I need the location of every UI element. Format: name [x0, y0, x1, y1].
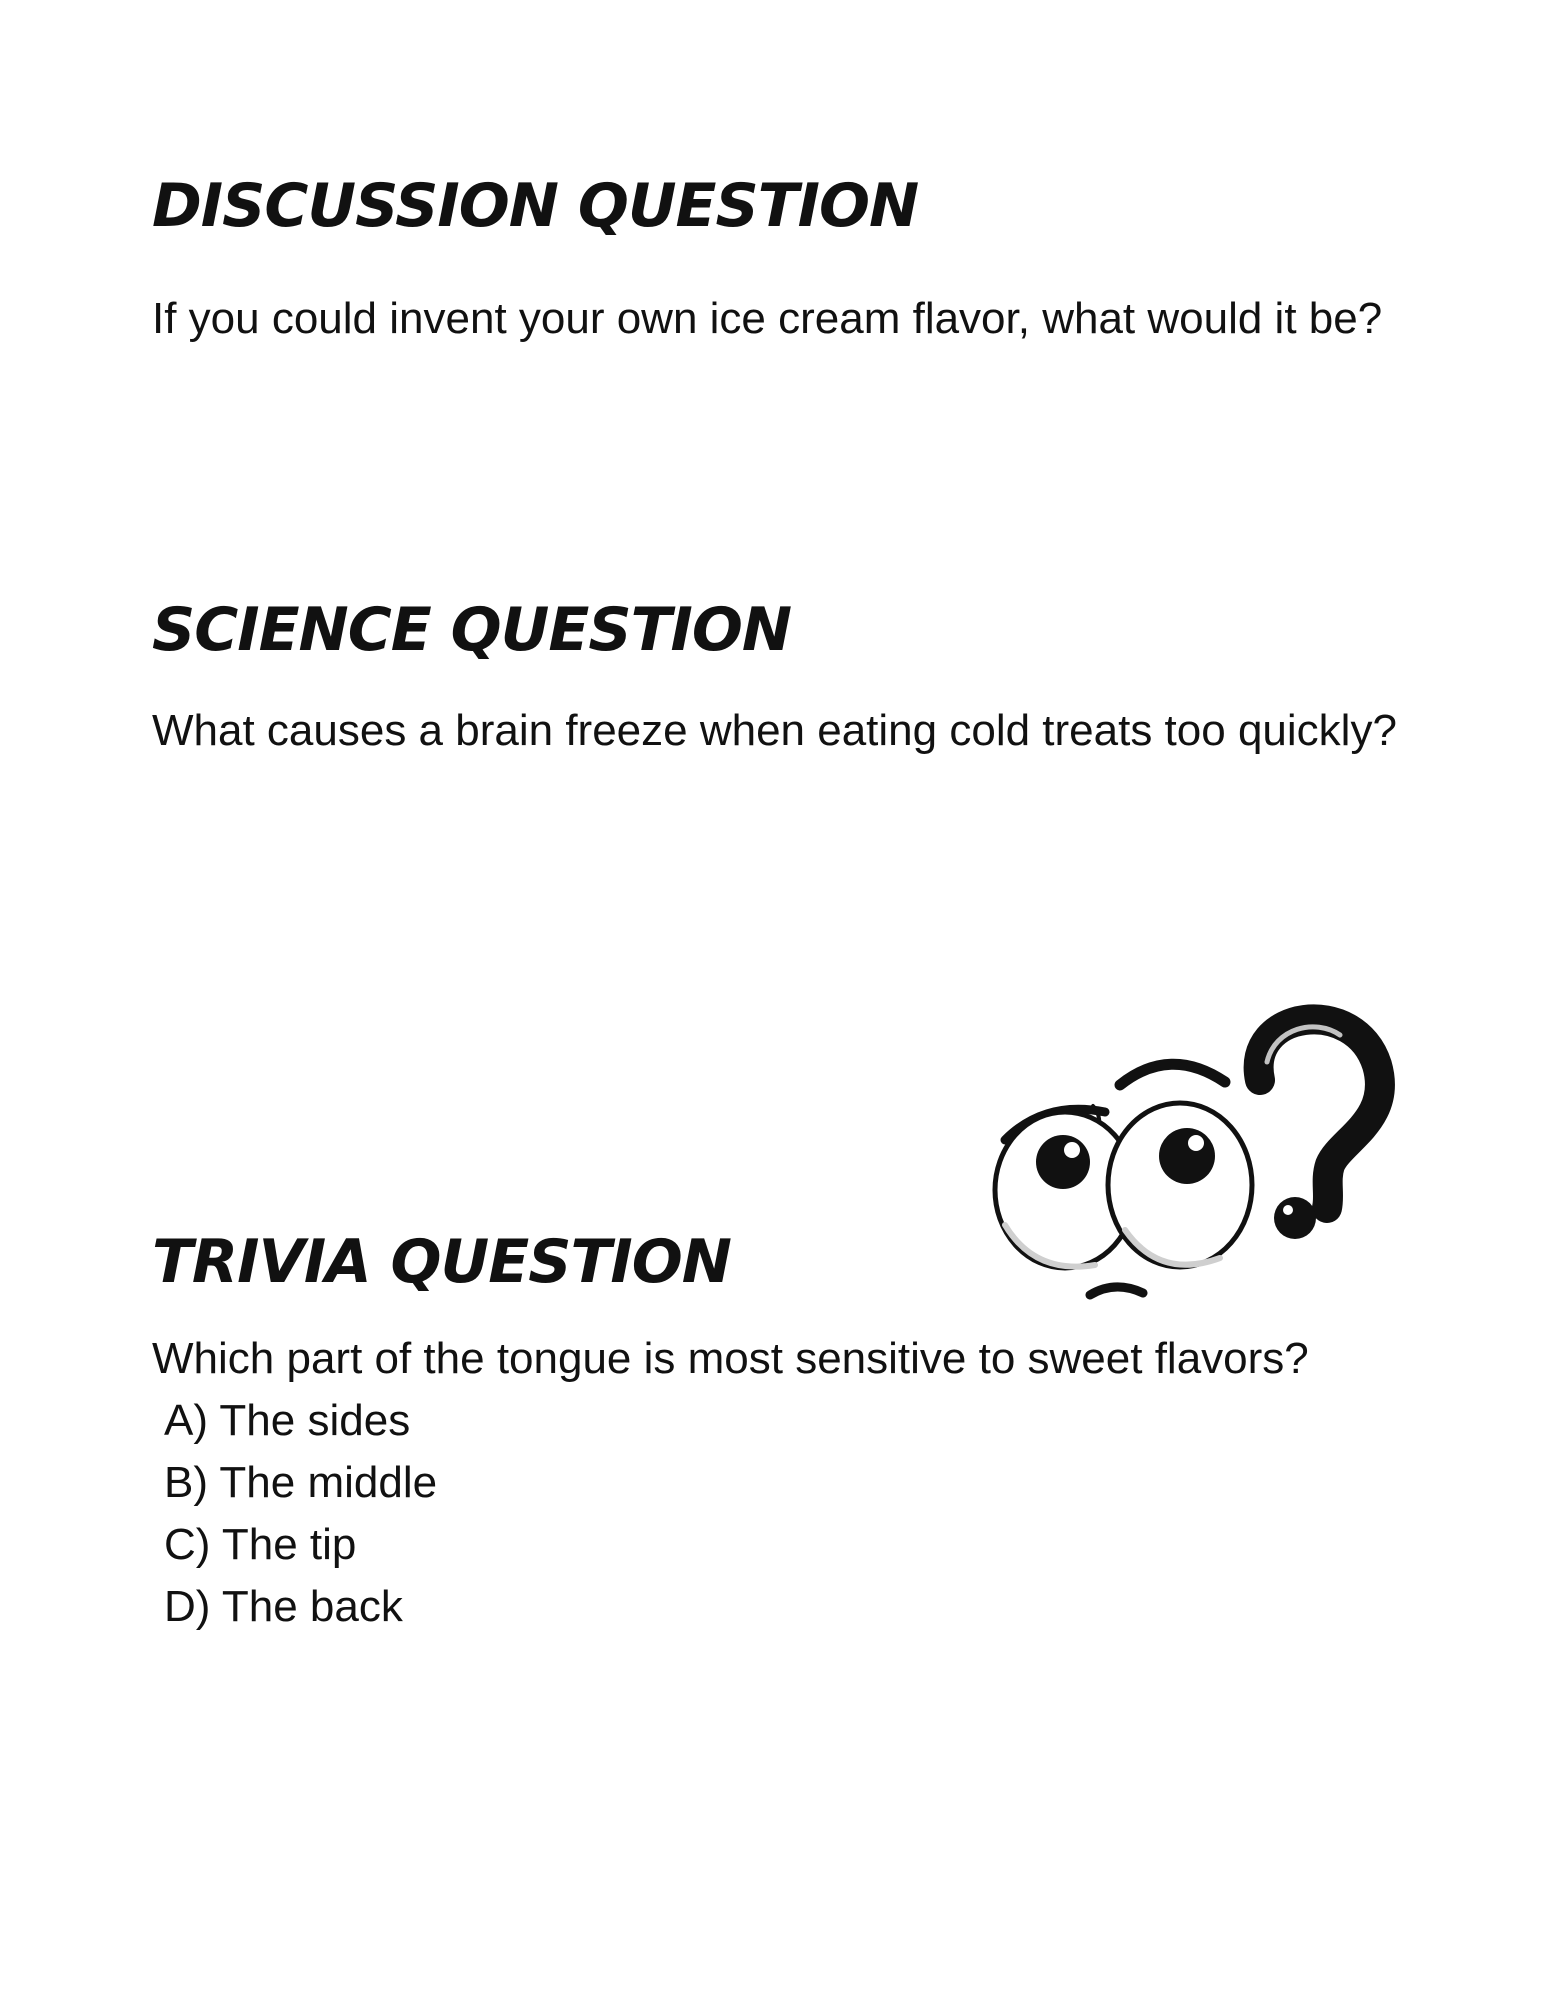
trivia-heading: TRIVIA QUESTION	[152, 1227, 731, 1297]
discussion-question: If you could invent your own ice cream flavor, what would it be?	[152, 294, 1383, 343]
science-heading: SCIENCE QUESTION	[152, 595, 792, 665]
trivia-options	[164, 1390, 437, 1638]
trivia-option-d: D) The back	[164, 1582, 403, 1631]
curious-eyes-question-mark-icon	[975, 990, 1415, 1310]
trivia-option-b: B) The middle	[164, 1458, 438, 1507]
trivia-option-a: A) The sides	[164, 1396, 411, 1445]
trivia-option-c: C) The tip	[164, 1520, 357, 1569]
trivia-question: Which part of the tongue is most sensitive to sweet flavors?	[152, 1334, 1309, 1383]
science-question: What causes a brain freeze when eating cold treats too quickly?	[152, 706, 1397, 755]
discussion-heading: DISCUSSION QUESTION	[152, 171, 919, 241]
